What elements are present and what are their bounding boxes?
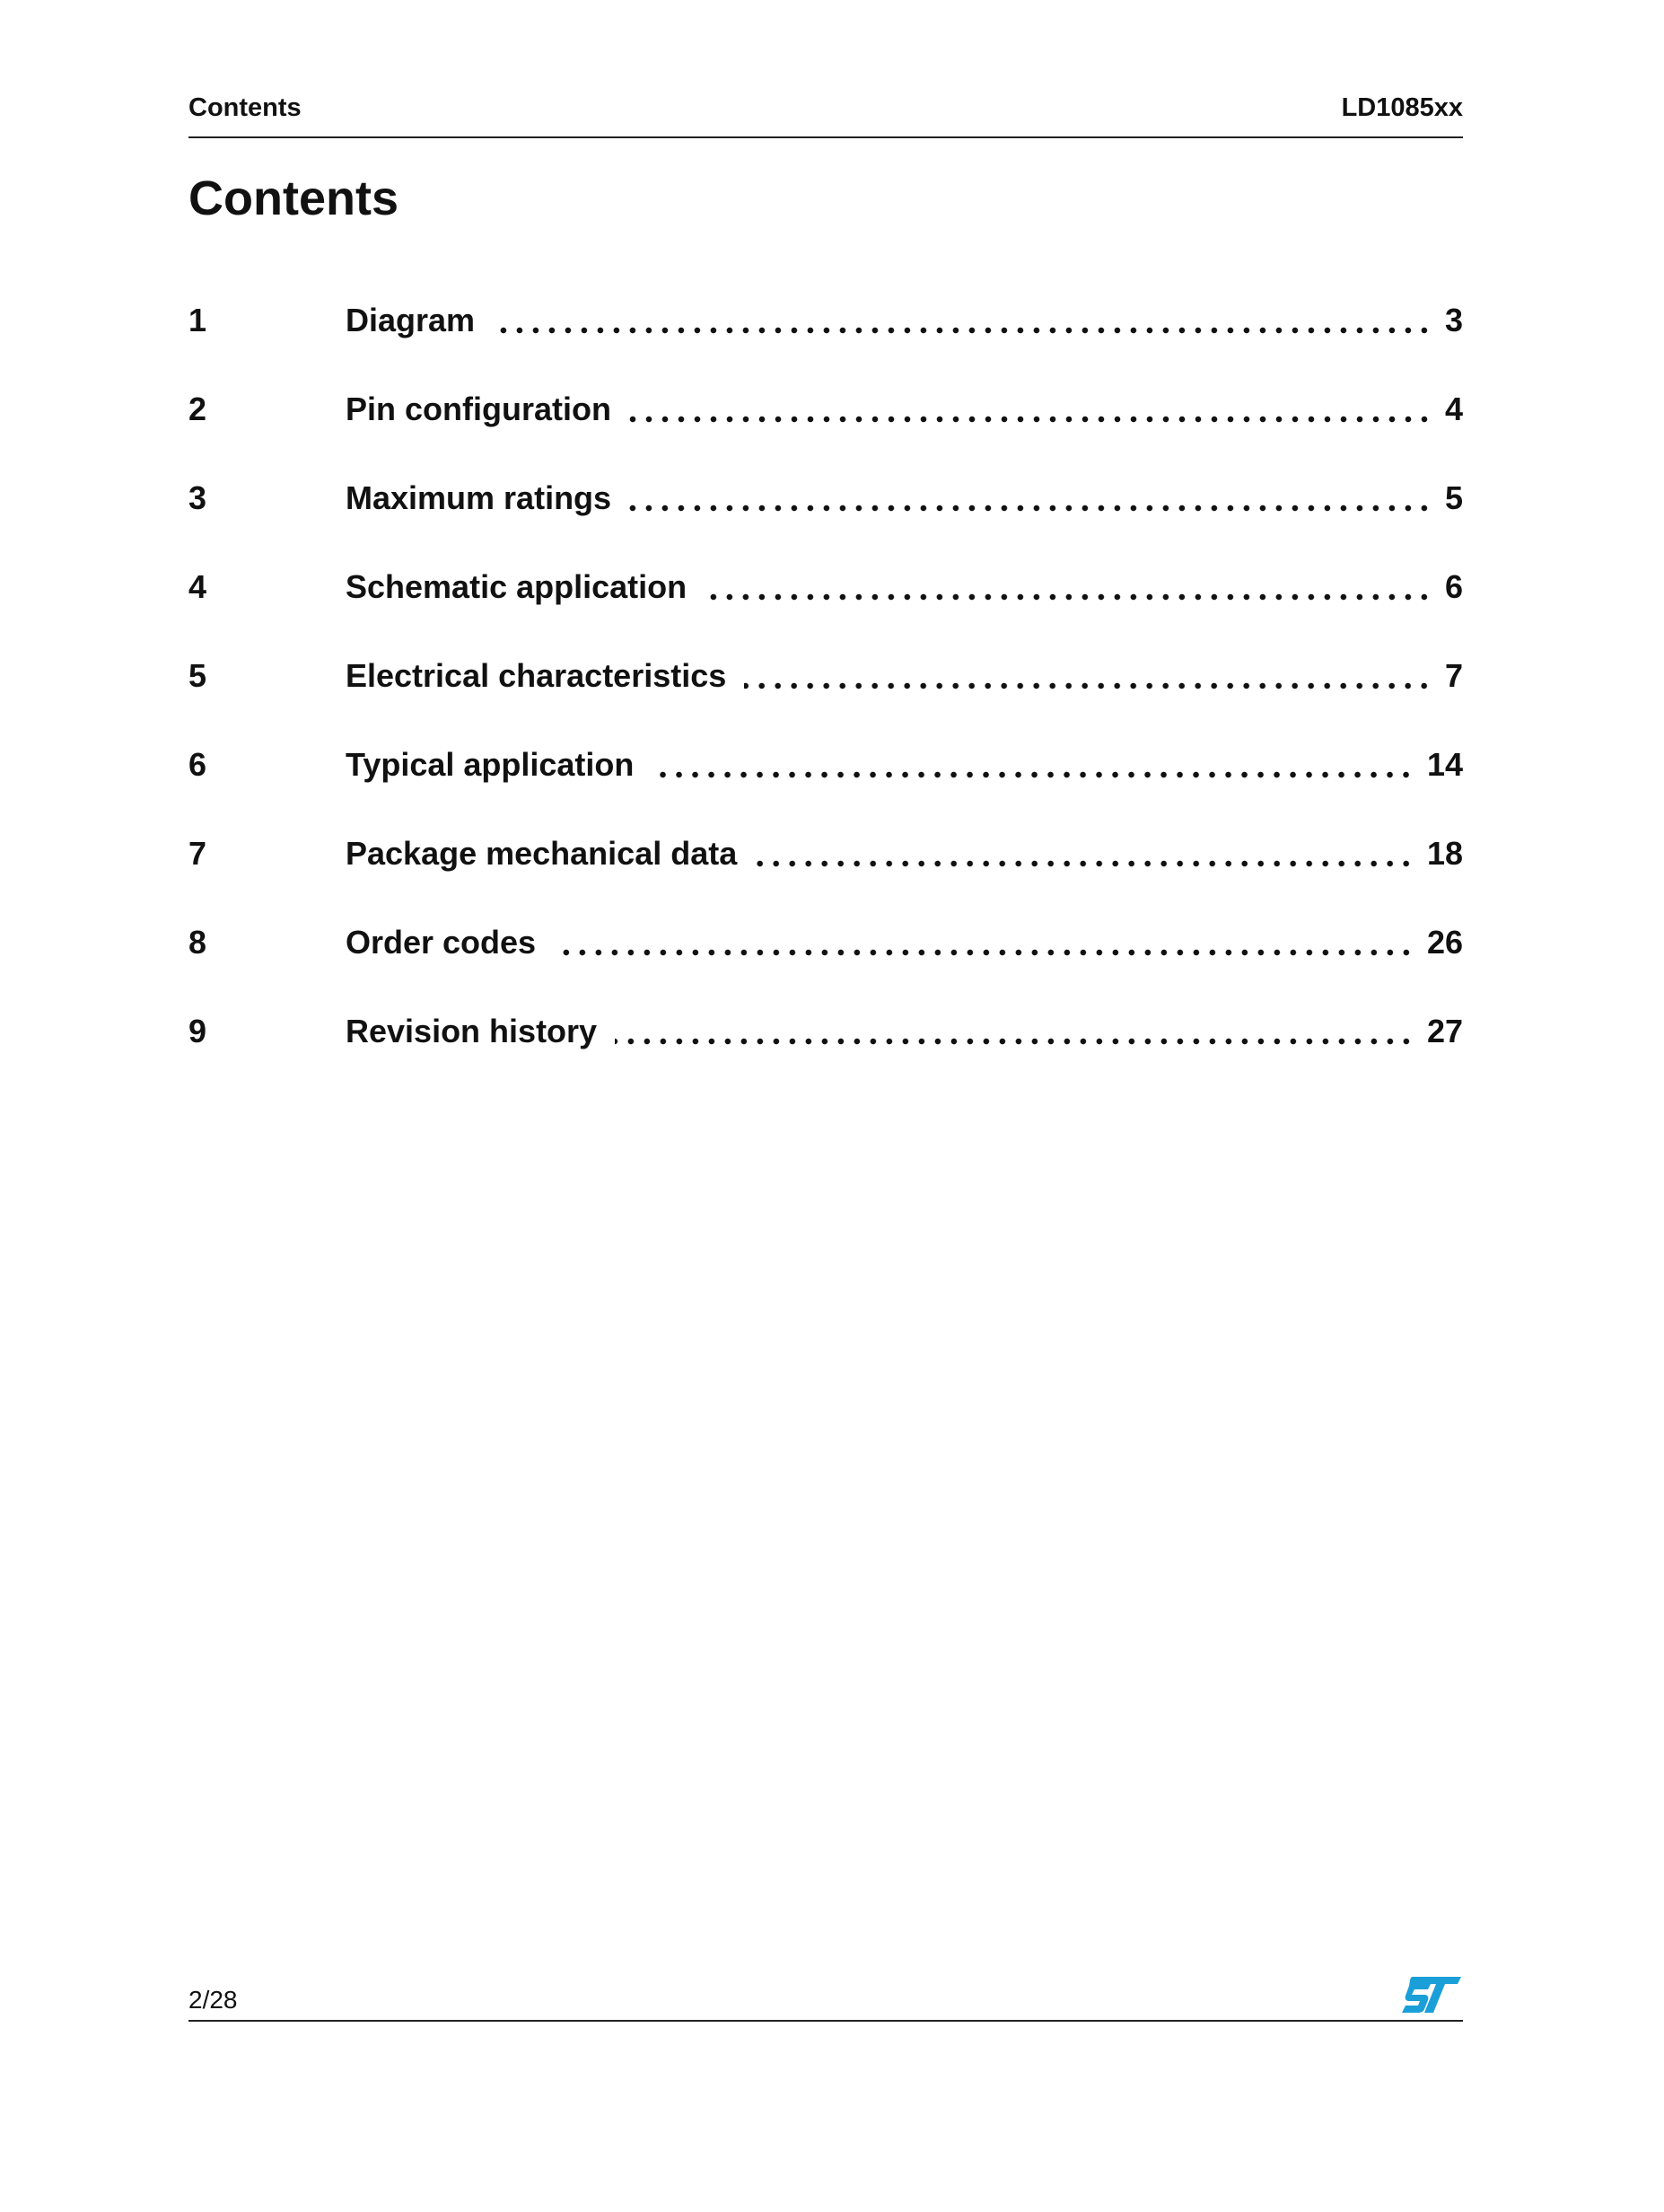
toc-leader-dots bbox=[629, 416, 1432, 423]
toc-entry-page[interactable]: 6 bbox=[1444, 568, 1463, 605]
toc-entry[interactable] bbox=[188, 915, 1463, 1004]
toc-entry-number: 9 bbox=[188, 1013, 207, 1049]
toc-entry-number: 6 bbox=[188, 746, 207, 783]
toc-entry-title[interactable]: Maximum ratings bbox=[346, 479, 612, 516]
document-page bbox=[188, 0, 1463, 2212]
toc-entry-line bbox=[346, 391, 1463, 428]
st-logo-shape bbox=[1402, 1977, 1461, 2013]
toc-entry-page[interactable]: 3 bbox=[1444, 302, 1463, 338]
toc-entry-number: 8 bbox=[188, 924, 207, 961]
toc-entry[interactable] bbox=[188, 648, 1463, 737]
toc-entry-page[interactable]: 18 bbox=[1426, 835, 1463, 872]
toc-entry-title[interactable]: Package mechanical data bbox=[346, 835, 738, 872]
toc-entry-page[interactable]: 4 bbox=[1444, 391, 1463, 427]
toc-leader-dots bbox=[744, 682, 1432, 689]
toc-entry-page[interactable]: 27 bbox=[1426, 1013, 1463, 1049]
header-section-label: Contents bbox=[188, 93, 302, 122]
toc-entry-number: 1 bbox=[188, 302, 207, 338]
toc-entry-line bbox=[346, 479, 1463, 517]
toc-leader-dots bbox=[629, 505, 1432, 512]
toc-entry-number: 5 bbox=[188, 657, 207, 694]
toc-entry[interactable] bbox=[188, 737, 1463, 826]
page-header bbox=[188, 90, 1463, 138]
toc-entry-title[interactable]: Schematic application bbox=[346, 568, 687, 605]
toc-leader-dots bbox=[615, 1038, 1414, 1045]
toc-leader-dots bbox=[652, 771, 1414, 778]
toc-leader-dots bbox=[493, 327, 1432, 334]
toc-entry-line bbox=[346, 746, 1463, 784]
toc-entry[interactable] bbox=[188, 293, 1463, 382]
toc-entry[interactable] bbox=[188, 559, 1463, 648]
header-product-label: LD1085xx bbox=[1341, 93, 1463, 122]
toc-entry-title[interactable]: Diagram bbox=[346, 302, 476, 338]
toc-entry[interactable] bbox=[188, 826, 1463, 915]
toc-entry-title[interactable]: Electrical characteristics bbox=[346, 657, 727, 694]
toc-leader-dots bbox=[755, 860, 1414, 867]
toc-entry-number: 2 bbox=[188, 391, 207, 427]
toc-entry-number: 3 bbox=[188, 479, 207, 516]
toc-entry-title[interactable]: Revision history bbox=[346, 1013, 598, 1049]
toc-entry-number: 7 bbox=[188, 835, 207, 872]
toc-entry-line bbox=[346, 924, 1463, 961]
toc-entry-page[interactable]: 14 bbox=[1426, 746, 1463, 783]
page-footer bbox=[188, 1975, 1463, 2022]
toc-entry[interactable] bbox=[188, 1004, 1463, 1093]
page-title: Contents bbox=[188, 171, 398, 225]
toc-leader-dots bbox=[705, 593, 1432, 601]
toc-entry-page[interactable]: 7 bbox=[1444, 657, 1463, 694]
toc-leader-dots bbox=[554, 949, 1414, 956]
toc-entry-line bbox=[346, 302, 1463, 339]
toc-entry-title[interactable]: Pin configuration bbox=[346, 391, 611, 427]
st-logo-icon bbox=[1400, 1975, 1463, 2016]
toc-entry-line bbox=[346, 835, 1463, 873]
toc-entry-number: 4 bbox=[188, 568, 207, 605]
footer-page-number: 2/28 bbox=[188, 1986, 238, 2014]
toc-entry-line bbox=[346, 568, 1463, 606]
toc-entry-title[interactable]: Order codes bbox=[346, 924, 537, 961]
toc-entry-page[interactable]: 5 bbox=[1444, 479, 1463, 516]
toc-entry-line bbox=[346, 1013, 1463, 1050]
toc-entry[interactable] bbox=[188, 470, 1463, 559]
toc-entry-title[interactable]: Typical application bbox=[346, 746, 635, 783]
table-of-contents bbox=[188, 293, 1463, 1093]
toc-entry[interactable] bbox=[188, 382, 1463, 470]
toc-entry-line bbox=[346, 657, 1463, 695]
toc-entry-page[interactable]: 26 bbox=[1426, 924, 1463, 961]
